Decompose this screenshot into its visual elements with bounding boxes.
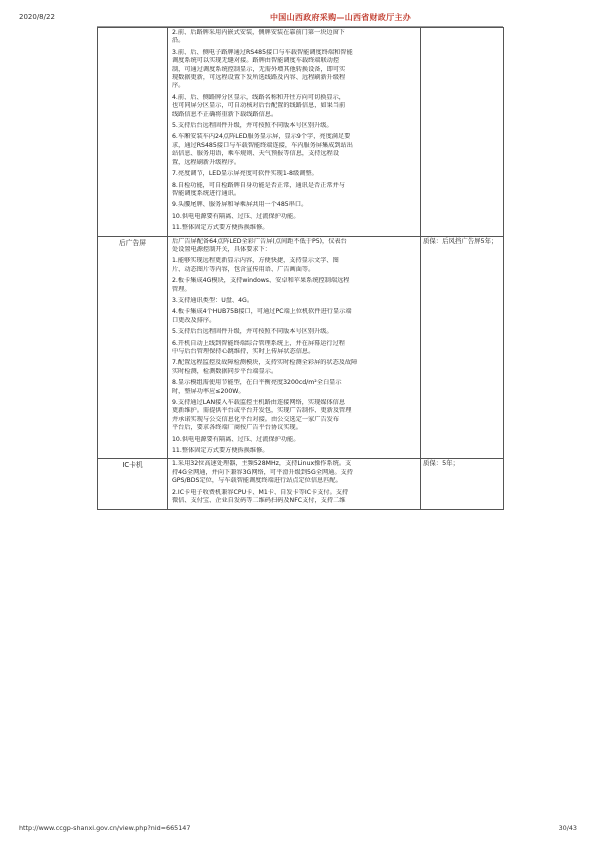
- spec-line: 5.支持后台远程固件升级，并可按照不同版本号区别升级。: [172, 328, 333, 336]
- spec-line: 7.配置远程监控及故障检测模块，支持实时检测全彩屏的状态及故障: [172, 359, 358, 367]
- spec-paragraph: [172, 224, 417, 232]
- table-row: [98, 236, 504, 459]
- spec-table: [97, 27, 504, 510]
- spec-line: 9.头腰尾牌、服务屏和导乘屏共用一个485串口。: [172, 201, 308, 209]
- spec-paragraph: [172, 340, 417, 357]
- spec-line: 11.整体固定方式要方便拆换维修。: [172, 447, 269, 455]
- spec-line: 沿。: [172, 37, 185, 45]
- spec-line: 中与后台管理保持心跳维持，实时上传屏状态信息。: [172, 348, 315, 355]
- spec-paragraph: [172, 257, 417, 274]
- spec-line: 时，整屏功率应≤200W。: [172, 387, 245, 395]
- item-name-cell: [98, 28, 168, 237]
- spec-paragraph: [172, 29, 417, 46]
- spec-line: 更新维护。需提供平台或平台开发包，实现广告制作、更新及管理: [172, 407, 352, 415]
- spec-paragraph: [172, 201, 417, 209]
- spec-line: 微信、支付宝、企业自发码等二维码扫码及NFC支付，支持二维: [172, 497, 346, 505]
- spec-line: 口更改及排序。: [172, 316, 216, 324]
- spec-line: 2.板卡集成4G模块，支持windows、安卓和苹果系统控制端远程: [172, 277, 350, 285]
- spec-paragraph: [172, 489, 417, 506]
- spec-paragraph: [172, 122, 417, 130]
- spec-line: 6.开机自动上线到智能终端综合管理系统上，并在屏幕运行过程: [172, 339, 345, 347]
- spec-line: 制，可通过调度系统控制显示，无需外增其他转换设备，即可实: [172, 65, 346, 73]
- spec-line: GPS/BDS定位，与车载智能调度终端进行站点定位信息匹配。: [172, 477, 342, 485]
- spec-paragraph: [172, 182, 417, 199]
- spec-paragraph: [172, 133, 417, 167]
- item-name: IC卡机: [122, 461, 143, 470]
- spec-paragraph: [172, 277, 417, 294]
- spec-paragraph: [172, 436, 417, 444]
- spec-line: 处设置电源控制开关，具体要求下：: [172, 245, 271, 253]
- spec-line: 平台后，要求各终端厂商按广告平台协议实现。: [172, 424, 302, 432]
- spec-paragraph: [172, 49, 417, 91]
- page-number: 30/43: [558, 824, 577, 832]
- warranty-cell: [421, 236, 504, 459]
- item-spec-cell: [168, 459, 421, 509]
- spec-line: 管理。: [172, 285, 191, 293]
- spec-line: 调度系统可以实现无缝对接。路牌由智能调度车载终端联动控: [172, 57, 340, 65]
- spec-line: 持4G全网通，并向下兼容3G网络，可平滑升级到5G全网通。支持: [172, 468, 353, 476]
- warranty-cell: [421, 28, 504, 237]
- print-date: 2020/8/22: [19, 13, 55, 21]
- spec-line: 7.亮度调节，LED显示屏亮度可软件实现1-8级调整。: [172, 170, 318, 178]
- table-row: [98, 459, 504, 509]
- spec-paragraph: [172, 379, 417, 396]
- spec-line: 后广告屏配备64点阵LED全彩广告屏(点间距不低于P5)，仪表台: [172, 237, 347, 245]
- spec-line: 实时检测，检测数据同步平台端显示。: [172, 367, 278, 375]
- spec-line: 也可同屏分区显示，可自动核对后台配置的线路信息，如果当前: [172, 102, 346, 110]
- spec-line: 并承诺实现与公交信息化平台对接。由公交选定一家广告发布: [172, 415, 340, 423]
- item-spec-cell: [168, 28, 421, 237]
- spec-line: 站信息、服务用语，乘车规则、天气预报等信息，支持远程设: [172, 150, 340, 158]
- footer-url[interactable]: http://www.ccgp-shanxi.gov.cn/view.php?nid=665147: [19, 824, 191, 832]
- spec-paragraph: [172, 308, 417, 325]
- spec-line: 9.支持通过LAN接入车载监控主机路由连接网络，实现媒体信息: [172, 399, 346, 407]
- spec-paragraph: [172, 297, 417, 305]
- spec-line: 6.车厢安装车内24点阵LED服务显示屏，显示9个字，亮度满足要: [172, 133, 351, 141]
- spec-line: 8.显示模组需使用节能型，在白平衡亮度3200cd/m²全白显示: [172, 379, 342, 387]
- spec-line: 2.前、后路牌采用内嵌式安装，侧牌安装在靠前门第一块边窗下: [172, 29, 345, 36]
- item-name: 后广告屏: [118, 238, 147, 247]
- spec-paragraph: [172, 213, 417, 221]
- spec-line: 4.前、后、侧路牌分区显示，线路名称和开往方向可切换显示，: [172, 93, 345, 101]
- spec-line: 3.前、后、侧电子路牌通过RS485接口与车载智能调度终端和智能: [172, 48, 353, 56]
- item-name-cell: [98, 236, 168, 459]
- item-name-cell: [98, 459, 168, 509]
- spec-line: 智能调度系统进行通讯。: [172, 189, 241, 197]
- warranty-cell: [421, 459, 504, 509]
- spec-paragraph: [172, 359, 417, 376]
- spec-line: 线路信息不正确将重新下载线路信息。: [172, 110, 278, 118]
- spec-line: 置，远程刷新升级程序。: [172, 158, 241, 166]
- item-spec-cell: [168, 236, 421, 459]
- spec-line: 序。: [172, 82, 185, 90]
- spec-line: 现数据更新，可远程设置下发所选线路及内容、远程刷新升级程: [172, 74, 346, 82]
- warranty-text: 质保：后风挡广告屏5年；: [423, 236, 498, 245]
- page-header-title: 中国山西政府采购—山西省财政厅主办: [270, 13, 412, 22]
- spec-line: 片、动态图片等内容，包含宣传用语、广告画面等。: [172, 265, 315, 273]
- spec-paragraph: [172, 238, 417, 255]
- spec-line: 10.供电电源要有隔离、过压、过流保护功能。: [172, 212, 300, 220]
- spec-paragraph: [172, 399, 417, 433]
- spec-line: 求，通过RS485接口与车载智能终端连接，车内服务屏集成到站出: [172, 141, 353, 149]
- spec-line: 4.板卡集成4个HUB75B接口，可通过PC端上位机软件进行显示端: [172, 308, 352, 316]
- table-row: [98, 28, 504, 237]
- spec-line: 10.供电电源要有隔离、过压、过流保护功能。: [172, 435, 300, 443]
- spec-line: 5.支持后台远程固件升级，并可按照不同版本号区别升级。: [172, 122, 333, 130]
- spec-paragraph: [172, 460, 417, 485]
- spec-paragraph: [172, 170, 417, 178]
- spec-line: 1.采用32位高速处理器，主频528MHz，支持Linux操作系统。支: [172, 460, 352, 468]
- spec-paragraph: [172, 447, 417, 455]
- spec-line: 8.自检功能，可自检路牌自身功能是否正常，通讯是否正常并与: [172, 181, 345, 189]
- spec-line: 11.整体固定方式要方便拆换维修。: [172, 224, 269, 232]
- spec-line: 1.能够实现远程更新显示内容，方便快捷，支持显示文字、图: [172, 257, 339, 265]
- spec-line: 3.支持通讯类型：U盘、4G。: [172, 296, 254, 304]
- warranty-text: 质保：5年；: [423, 459, 460, 468]
- spec-paragraph: [172, 328, 417, 336]
- spec-paragraph: [172, 94, 417, 119]
- spec-line: 2.IC卡电子收费机兼容CPU卡、M1卡、自发卡等IC卡支付。支持: [172, 488, 349, 496]
